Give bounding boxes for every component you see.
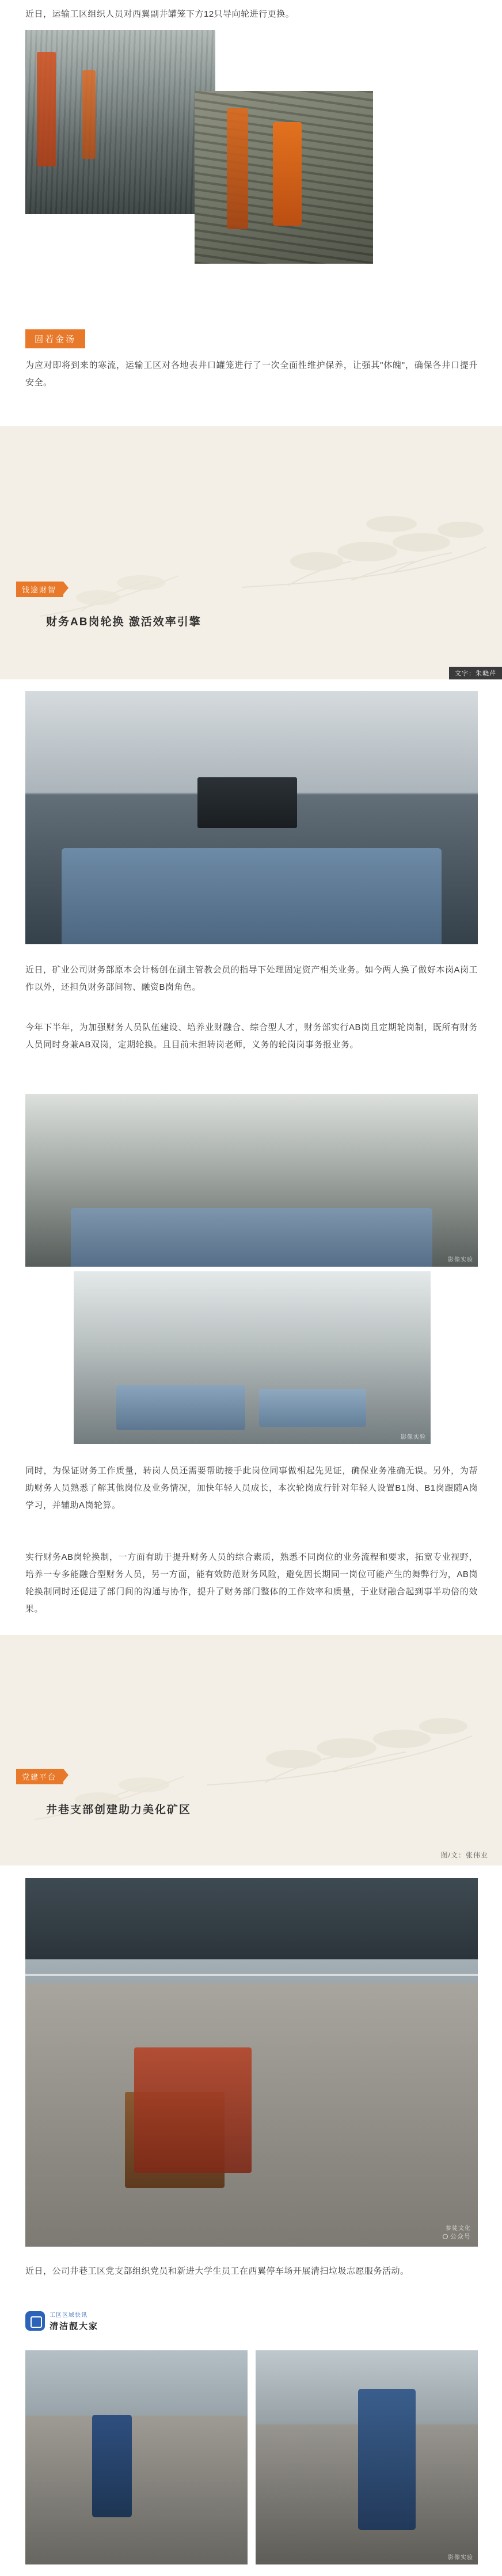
caption-text: 为应对即将到来的寒流，运输工区对各地表井口罐笼进行了一次全面性维护保养，让强其"体魄"，确保各井口提升安全。 [25,360,478,387]
bridge-work-photo [25,30,215,214]
divider-band-finance [0,426,502,679]
band-heading-party: 井巷支部创建助力美化矿区 [46,1804,192,1816]
pine-tree-decoration-2 [190,1647,478,1808]
pine-branch-decoration [35,512,196,628]
finance-paragraph-2: 今年下半年，为加强财务人员队伍建设、培养业财融合、综合型人才，财务部实行AB岗且定期轮岗制，既所有财务人员同时身兼AB双岗，定期轮换。且目前未担转岗老师，义务的轮岗岗事务报业务。 [25,1023,478,1050]
finance-paragraph-4: 实行财务AB岗轮换制，一方面有助于提升财务人员的综合素质，熟悉不同岗位的业务流程和要求，拓宽专业视野，培养一专多能融合型财务人员，另一方面，能有效防范财务风险，避免因长期同一岗位可能产生的舞弊行为，AB岗轮换制同时还促进了部门间的沟通与协作，提升了财务部门整体的工作效率和质量，于业财融合起到事半功倍的效果。 [25,1552,478,1614]
finance-paragraph-1: 近日，矿业公司财务部原本会计杨创在副主管教会员的指导下处理固定资产相关业务。如今两人换了做好本岗A岗工作以外，还担负财务部间物、融资B岗角色。 [25,965,478,992]
divider-band-party [0,1635,502,1865]
parking-lot-photo [25,1878,478,2247]
publisher-watermark [443,2232,471,2241]
news-tag [25,2310,98,2332]
band-tab-finance: 钱途财智 [16,582,63,597]
lead-paragraph: 近日，运输工区组织人员对西翼副井罐笼下方12只导向轮进行更换。 [25,9,295,19]
tower-work-photo [195,91,373,264]
news-tag-text [50,2310,98,2332]
band-credit-finance: 文字：朱晓芹 [449,667,502,679]
caption-badge: 固若金汤 [25,329,85,348]
publisher-watermark-text: 公众号 [450,2233,471,2240]
finance-files-photo [74,1271,431,1444]
pine-tree-decoration [219,443,489,616]
handcart [125,2092,225,2187]
office-photo-watermark: 影像实验 [448,1257,473,1263]
band-credit-party: 图/文：张伟业 [440,1851,488,1859]
cleanup-paragraph: 近日，公司井巷工区党支部组织党员和新进大学生员工在西翼停车场开展清扫垃圾志愿服务活动。 [25,2266,409,2276]
cleanup-right-watermark: 影像实验 [448,2555,473,2561]
publisher-watermark-sub: 参徒文化 [446,2225,471,2232]
finance-office-photo [25,1094,478,1267]
news-tag-title: 清洁靓大家 [50,2322,99,2331]
finance-paragraph-3: 同时，为保证财务工作质量，转岗人员还需要帮助接手此岗位同事做相起先见证，确保业务准确无误。另外，为帮助财务人员熟悉了解其他岗位及业务情况，加快年轻人员成长，本次轮岗成行针对年轻人设置B1岗、B1岗跟随A岗学习，并辅助A岗轮算。 [25,1466,478,1510]
watermark-dot-icon [443,2234,448,2239]
finance-meeting-photo [25,691,478,944]
canopy-roof [25,1878,478,1959]
news-tag-top-label: 工区区域快讯 [50,2312,88,2319]
band-tab-party: 党建平台 [16,1769,63,1784]
band-heading-finance: 财务AB岗轮换 激活效率引擎 [46,616,201,628]
cleanup-photo-left [25,2350,248,2564]
news-badge-icon [25,2311,45,2331]
files-photo-watermark: 影像实验 [401,1434,426,1441]
cleanup-photo-right [256,2350,478,2564]
